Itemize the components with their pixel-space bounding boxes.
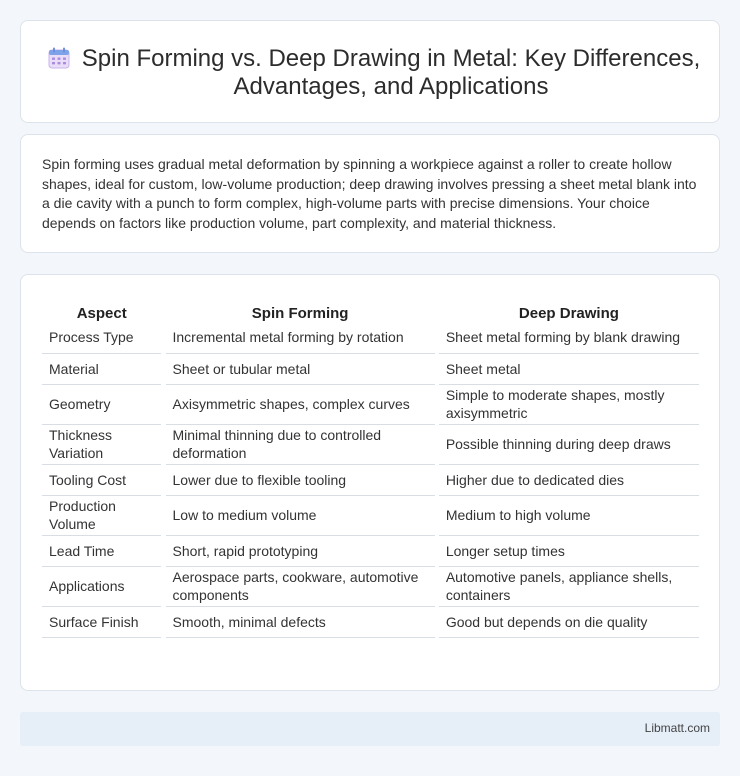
footer [20, 712, 720, 746]
table-cell: Applications [42, 566, 161, 606]
table-row [42, 322, 699, 353]
table-cell: Material [42, 353, 161, 384]
table-cell: Sheet metal forming by blank drawing [439, 322, 699, 353]
table-row [42, 566, 699, 606]
table-cell: Good but depends on die quality [439, 606, 699, 637]
table-cell: Simple to moderate shapes, mostly axisymmetric [439, 384, 699, 424]
table-row [42, 464, 699, 495]
table-cell: Possible thinning during deep draws [439, 424, 699, 464]
table-cell: Lead Time [42, 535, 161, 566]
table-cell: Automotive panels, appliance shells, containers [439, 566, 699, 606]
table-row [42, 606, 699, 637]
table-cell: Process Type [42, 322, 161, 353]
table-cell: Sheet or tubular metal [166, 353, 435, 384]
table-row [42, 495, 699, 535]
table-cell: Smooth, minimal defects [166, 606, 435, 637]
title-card [20, 20, 720, 123]
table-cell: Incremental metal forming by rotation [166, 322, 435, 353]
table-cell: Geometry [42, 384, 161, 424]
table-cell: Longer setup times [439, 535, 699, 566]
footer-brand-link[interactable]: Libmatt.com [644, 721, 710, 735]
table-row [42, 535, 699, 566]
table-cell: Lower due to flexible tooling [166, 464, 435, 495]
column-header-aspect: Aspect [76, 305, 127, 322]
table-cell: Short, rapid prototyping [166, 535, 435, 566]
table-cell: Surface Finish [42, 606, 161, 637]
comparison-table [42, 295, 699, 638]
table-row [42, 424, 699, 464]
comparison-table-card [20, 274, 720, 691]
table-cell: Axisymmetric shapes, complex curves [166, 384, 435, 424]
table-cell: Medium to high volume [439, 495, 699, 535]
table-cell: Sheet metal [439, 353, 699, 384]
table-cell: Low to medium volume [166, 495, 435, 535]
column-header-spin-forming: Spin Forming [251, 305, 349, 322]
table-cell: Thickness Variation [42, 424, 161, 464]
table-row [42, 384, 699, 424]
summary-text: Spin forming uses gradual metal deformation by spinning a workpiece against a roller to create hollow shapes, ideal for custom, low-volume production; deep drawing involves pressing a sheet metal blank into a die cavity with a punch to form complex, high-volume parts with precise dimensions. Your choice depends on factors like production volume, part complexity, and material thickness. [42, 156, 697, 231]
table-header-row [42, 295, 699, 322]
summary-card [20, 134, 720, 253]
table-cell: Aerospace parts, cookware, automotive components [166, 566, 435, 606]
column-header-deep-drawing: Deep Drawing [518, 305, 619, 322]
table-cell: Tooling Cost [42, 464, 161, 495]
page-title: Spin Forming vs. Deep Drawing in Metal: Key Differences, Advantages, and Applications [81, 45, 701, 100]
table-row [42, 353, 699, 384]
table-cell: Higher due to dedicated dies [439, 464, 699, 495]
table-cell: Production Volume [42, 495, 161, 535]
table-cell: Minimal thinning due to controlled deformation [166, 424, 435, 464]
